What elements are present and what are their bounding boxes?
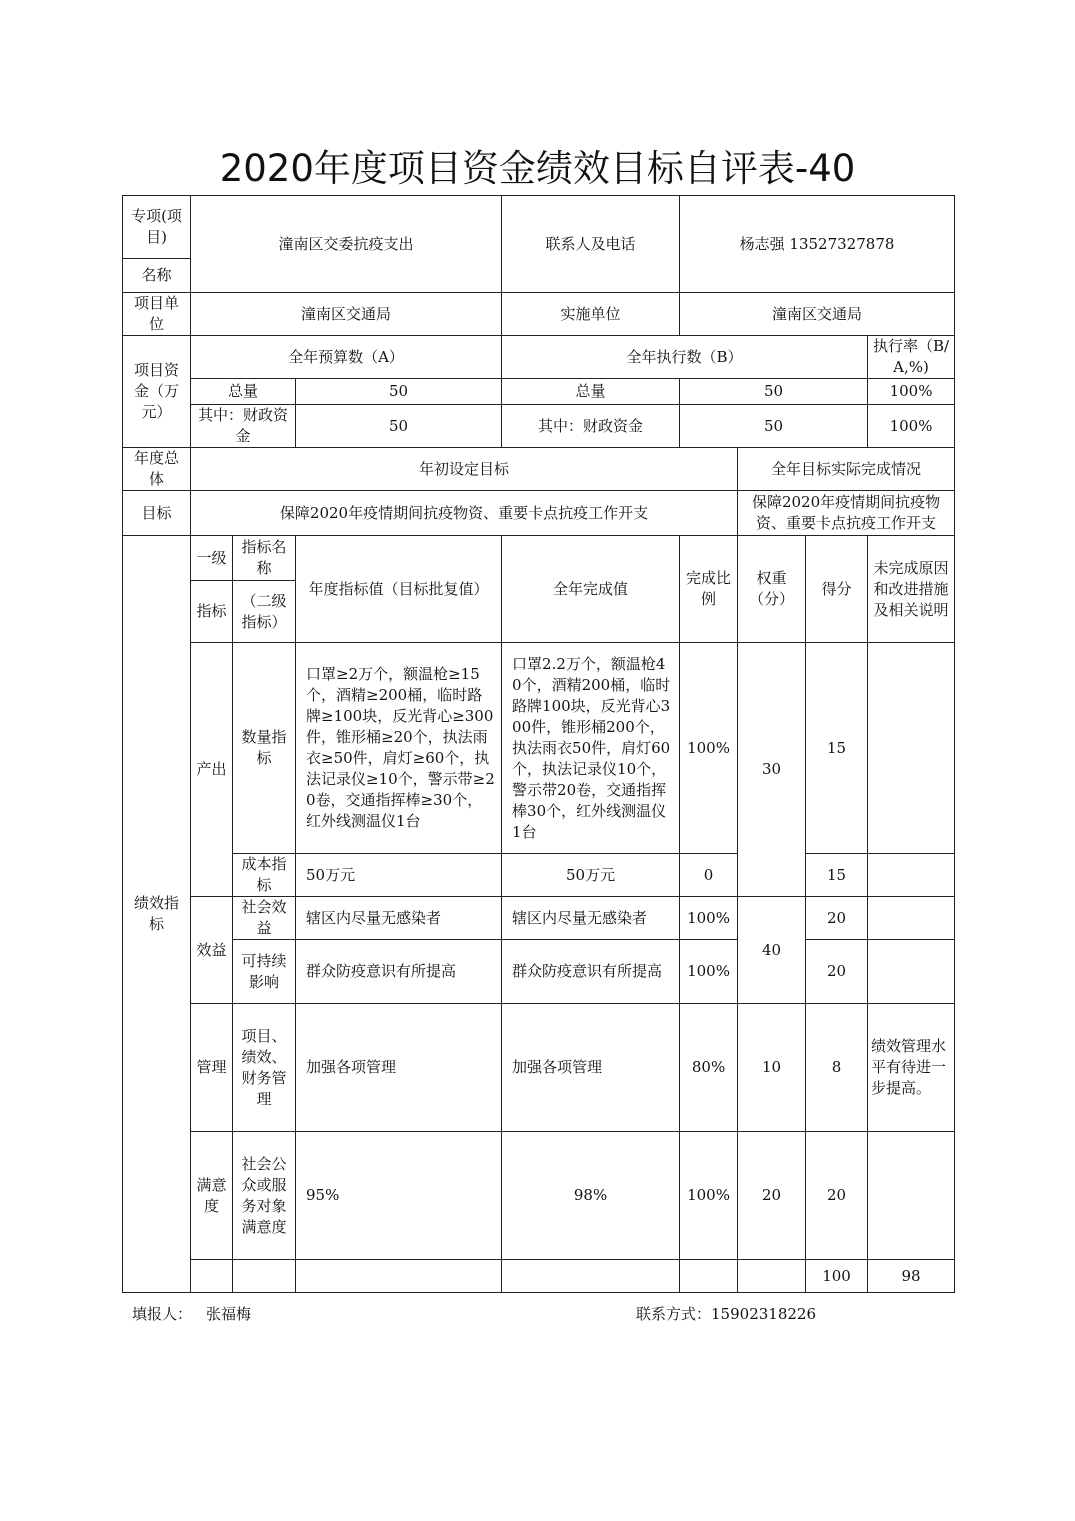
sustain-label: 可持续影响 — [233, 940, 296, 1004]
filler — [132, 1303, 251, 1324]
actual-goal-header: 全年目标实际完成情况 — [738, 448, 955, 491]
cost-target: 50万元 — [296, 854, 502, 897]
satisfaction-weight: 20 — [738, 1132, 806, 1260]
self-evaluation-table — [122, 195, 955, 1293]
project-name-label: 专项(项目) — [123, 196, 191, 259]
mgmt-reason: 绩效管理水平有待进一步提高。 — [868, 1004, 955, 1132]
satisfaction-sub-label: 社会公众或服务对象满意度 — [233, 1132, 296, 1260]
filler-label: 填报人： — [132, 1305, 193, 1323]
social-score: 20 — [806, 897, 868, 940]
contact-info-label: 联系方式： — [636, 1305, 712, 1323]
header-actual: 全年完成值 — [502, 536, 680, 643]
fiscal-exec: 50 — [680, 405, 868, 448]
benefit-weight: 40 — [738, 897, 806, 1004]
annual-goal-label: 年度总体 — [123, 448, 191, 491]
fund-label: 项目资金（万元） — [123, 336, 191, 448]
output-weight: 30 — [738, 643, 806, 897]
exec-header: 全年执行数（B） — [502, 336, 868, 379]
header-level2-b: （二级指标） — [233, 581, 296, 643]
header-reason: 未完成原因和改进措施及相关说明 — [868, 536, 955, 643]
header-level1-b: 指标 — [191, 581, 233, 643]
social-reason — [868, 897, 955, 940]
contact-value: 杨志强 13527327878 — [680, 196, 955, 293]
social-ratio: 100% — [680, 897, 738, 940]
project-name-value: 潼南区交委抗疫支出 — [191, 196, 502, 293]
header-level2-a: 指标名称 — [233, 536, 296, 581]
quantity-reason — [868, 643, 955, 854]
quantity-target: 口罩≥2万个，额温枪≥15个，酒精≥200桶，临时路牌≥100块，反光背心≥300件，锥形桶≥20个，执法雨衣≥50件，肩灯≥60个，执法记录仪≥10个，警示带≥20卷，交通指挥棒≥30个，红外线测温仪1台 — [296, 643, 502, 854]
goal-label: 目标 — [123, 491, 191, 536]
satisfaction-target: 95% — [296, 1132, 502, 1260]
total-weight: 100 — [806, 1260, 868, 1293]
cost-score: 15 — [806, 854, 868, 897]
fiscal-budget: 50 — [296, 405, 502, 448]
total-budget: 50 — [296, 379, 502, 405]
satisfaction-actual: 98% — [502, 1132, 680, 1260]
unit-label: 项目单位 — [123, 293, 191, 336]
cost-label: 成本指标 — [233, 854, 296, 897]
total-label-b: 总量 — [502, 379, 680, 405]
total-row-cell — [233, 1260, 296, 1293]
fiscal-rate: 100% — [868, 405, 955, 448]
output-label: 产出 — [191, 643, 233, 897]
quantity-label: 数量指标 — [233, 643, 296, 854]
header-target: 年度指标值（目标批复值） — [296, 536, 502, 643]
social-target: 辖区内尽量无感染者 — [296, 897, 502, 940]
mgmt-sub-label: 项目、绩效、财务管理 — [233, 1004, 296, 1132]
header-score: 得分 — [806, 536, 868, 643]
mgmt-target: 加强各项管理 — [296, 1004, 502, 1132]
rate-header: 执行率（B/A,%) — [868, 336, 955, 379]
quantity-actual: 口罩2.2万个，额温枪40个，酒精200桶，临时路牌100块，反光背心300件，锥形桶200个，执法雨衣50件，肩灯60个，执法记录仪10个，警示带20卷，交通指挥棒30个，红外线测温仪1台 — [502, 643, 680, 854]
fiscal-label: 其中：财政资金 — [191, 405, 296, 448]
total-row-cell — [738, 1260, 806, 1293]
cost-actual: 50万元 — [502, 854, 680, 897]
initial-goal-header: 年初设定目标 — [191, 448, 738, 491]
actual-goal-text: 保障2020年疫情期间抗疫物资、重要卡点抗疫工作开支 — [738, 491, 955, 536]
budget-header: 全年预算数（A） — [191, 336, 502, 379]
social-label: 社会效益 — [233, 897, 296, 940]
total-label: 总量 — [191, 379, 296, 405]
total-rate: 100% — [868, 379, 955, 405]
mgmt-ratio: 80% — [680, 1004, 738, 1132]
satisfaction-reason — [868, 1132, 955, 1260]
header-level1-a: 一级 — [191, 536, 233, 581]
total-row-cell — [296, 1260, 502, 1293]
satisfaction-ratio: 100% — [680, 1132, 738, 1260]
fiscal-label-b: 其中：财政资金 — [502, 405, 680, 448]
header-ratio: 完成比例 — [680, 536, 738, 643]
contact-label: 联系人及电话 — [502, 196, 680, 293]
impl-label: 实施单位 — [502, 293, 680, 336]
sustain-actual: 群众防疫意识有所提高 — [502, 940, 680, 1004]
filler-name: 张福梅 — [206, 1305, 252, 1323]
satisfaction-label: 满意度 — [191, 1132, 233, 1260]
impl-value: 潼南区交通局 — [680, 293, 955, 336]
initial-goal-text: 保障2020年疫情期间抗疫物资、重要卡点抗疫工作开支 — [191, 491, 738, 536]
total-row-cell — [680, 1260, 738, 1293]
sustain-ratio: 100% — [680, 940, 738, 1004]
contact-phone: 15902318226 — [711, 1305, 816, 1323]
sustain-target: 群众防疫意识有所提高 — [296, 940, 502, 1004]
header-weight: 权重（分） — [738, 536, 806, 643]
sustain-reason — [868, 940, 955, 1004]
cost-reason — [868, 854, 955, 897]
total-exec: 50 — [680, 379, 868, 405]
satisfaction-score: 20 — [806, 1132, 868, 1260]
total-row-cell — [191, 1260, 233, 1293]
page-title: 2020年度项目资金绩效目标自评表-40 — [219, 147, 856, 190]
total-score: 98 — [868, 1260, 955, 1293]
contact-info — [636, 1303, 816, 1324]
total-row-cell — [502, 1260, 680, 1293]
quantity-ratio: 100% — [680, 643, 738, 854]
mgmt-label: 管理 — [191, 1004, 233, 1132]
mgmt-actual: 加强各项管理 — [502, 1004, 680, 1132]
social-actual: 辖区内尽量无感染者 — [502, 897, 680, 940]
sustain-score: 20 — [806, 940, 868, 1004]
indicators-section-label: 绩效指标 — [123, 536, 191, 1293]
mgmt-weight: 10 — [738, 1004, 806, 1132]
cost-ratio: 0 — [680, 854, 738, 897]
unit-value: 潼南区交通局 — [191, 293, 502, 336]
quantity-score: 15 — [806, 643, 868, 854]
benefit-label: 效益 — [191, 897, 233, 1004]
mgmt-score: 8 — [806, 1004, 868, 1132]
project-name-label-suffix: 名称 — [123, 259, 191, 293]
